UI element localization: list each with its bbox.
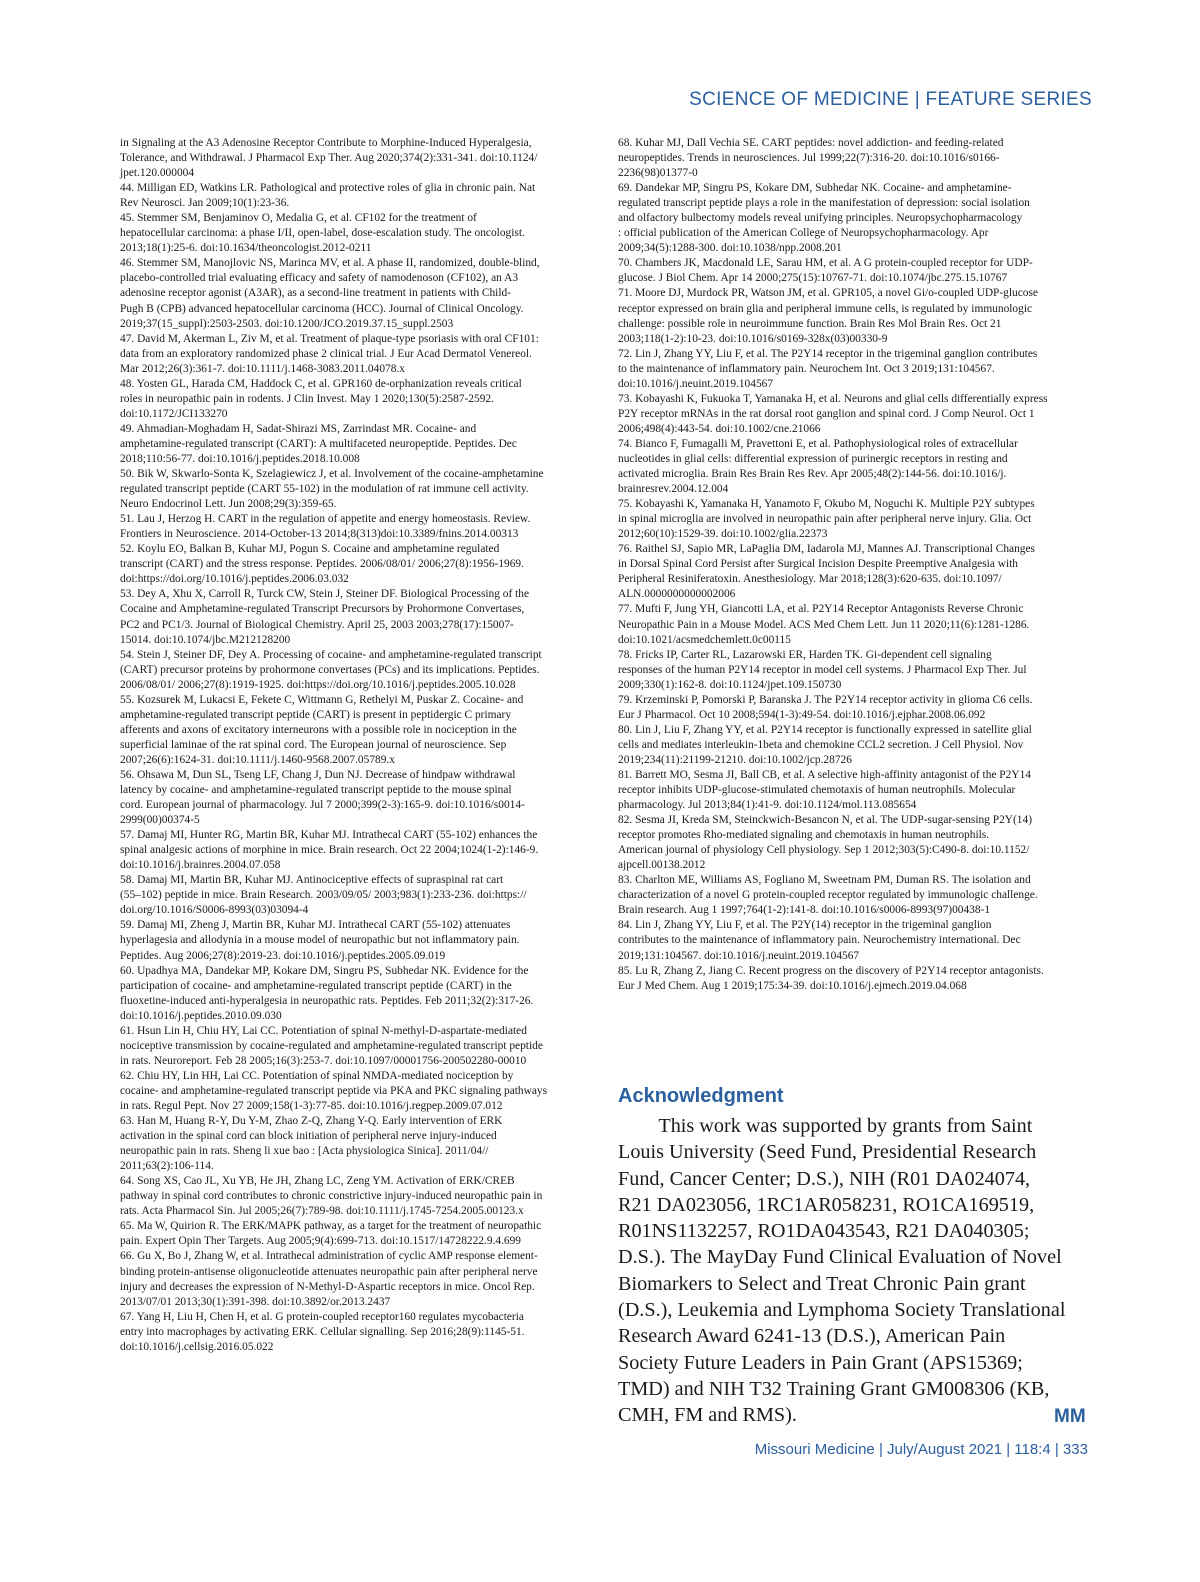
reference-entry: 85. Lu R, Zhang Z, Jiang C. Recent progress on the discovery of P2Y14 receptor antagonists. Eur J Med Chem. Aug 1 2019;175:34-39. doi:10.1016/j.ejmech.2019.04.068 <box>618 964 1044 992</box>
reference-entry: 75. Kobayashi K, Yamanaka H, Yanamoto F, Okubo M, Noguchi K. Multiple P2Y subtypes in spinal microglia are involved in neuropathic pain after peripheral nerve injury. Glia. Oct 2012;60(10):1529-39. doi:10.1002/glia.22373 <box>618 498 1035 541</box>
reference-entry: 83. Charlton ME, Williams AS, Fogliano M, Sweetnam PM, Duman RS. The isolation and characterization of a novel G protein-coupled receptor regulated by immunologic challenge. Brain research. Aug 1 1997;764(1-2):141-8. doi:10.1016/s0006-8993(97)00438-1 <box>618 874 1038 917</box>
reference-entry: 50. Bik W, Skwarlo-Sonta K, Szelagiewicz J, et al. Involvement of the cocaine-amphetamine regulated transcript peptide (CART 55-102) in the modulation of rat immune cell activity. Neuro Endocrinol Lett. Jun 2008;29(3):359-65. <box>120 468 544 511</box>
reference-entry: 60. Upadhya MA, Dandekar MP, Kokare DM, Singru PS, Subhedar NK. Evidence for the participation of cocaine- and amphetamine-regulated transcript peptide (CART) in the fluoxetine-induced anti-hyperalgesia in neuropathic rats. Peptides. Feb 2011;32(2):317-26. doi:10.1016/j.peptides.2010.09.030 <box>120 964 534 1022</box>
reference-entry: 57. Damaj MI, Hunter RG, Martin BR, Kuhar MJ. Intrathecal CART (55-102) enhances the spinal analgesic actions of morphine in mice. Brain research. Oct 22 2004;1024(1-2):146-9. doi:10.1016/j.brainres.2004.07.058 <box>120 829 539 872</box>
reference-entry: 73. Kobayashi K, Fukuoka T, Yamanaka H, et al. Neurons and glial cells differentially express P2Y receptor mRNAs in the rat dorsal root ganglion and spinal cord. J Comp Neurol. Oct 1 2006;498(4):443-54. doi:10.1002/cne.21066 <box>618 392 1048 435</box>
reference-entry: 69. Dandekar MP, Singru PS, Kokare DM, Subhedar NK. Cocaine- and amphetamine- regulated transcript peptide plays a role in the manifestation of depression: social isolation and olfactory bulbectomy models reveal unifying principles. Neuropsychopharmacology : official publication of the American College of Neuropsychopharmacology. Apr 2009;34(5):1288-300. doi:10.1038/npp.2008.201 <box>618 182 1030 255</box>
reference-entry: 71. Moore DJ, Murdock PR, Watson JM, et al. GPR105, a novel Gi/o-coupled UDP-glucose receptor expressed on brain glia and peripheral immune cells, is regulated by immunologic challenge: possible role in neuroimmune function. Brain Res Mol Brain Res. Oct 21 2003;118(1-2):10-23. doi:10.1016/s0169-328x(03)00330-9 <box>618 287 1038 345</box>
reference-entry: 51. Lau J, Herzog H. CART in the regulation of appetite and energy homeostasis. Review. Frontiers in Neuroscience. 2014-October-13 2014;8(313)doi:10.3389/fnins.2014.00313 <box>120 513 531 541</box>
reference-entry: 46. Stemmer SM, Manojlovic NS, Marinca MV, et al. A phase II, randomized, double-blind, placebo-controlled trial evaluating efficacy and safety of namodenoson (CF102), an A3 adenosine receptor agonist (A3AR), as a second-line treatment in patients with Child- Pugh B (CPB) advanced hepatocellular carcinoma (HCC). Journal of Clinical Oncology. 2019;37(15_suppl):2503-2503. doi:10.1200/JCO.2019.37.15_suppl.2503 <box>120 257 540 330</box>
reference-entry: 59. Damaj MI, Zheng J, Martin BR, Kuhar MJ. Intrathecal CART (55-102) attenuates hyperlagesia and allodynia in a mouse model of neuropathic but not inflammatory pain. Peptides. Aug 2006;27(8):2019-23. doi:10.1016/j.peptides.2005.09.019 <box>120 919 520 962</box>
references-left-column <box>120 136 594 1355</box>
reference-entry: 49. Ahmadian-Moghadam H, Sadat-Shirazi MS, Zarrindast MR. Cocaine- and amphetamine-regulated transcript (CART): A multifaceted neuropeptide. Peptides. Dec 2018;110:56-77. doi:10.1016/j.peptides.2018.10.008 <box>120 422 517 465</box>
references-right-column <box>618 136 1092 994</box>
reference-entry: 82. Sesma JI, Kreda SM, Steinckwich-Besancon N, et al. The UDP-sugar-sensing P2Y(14) receptor promotes Rho-mediated signaling and chemotaxis in human neutrophils. American journal of physiology Cell physiology. Sep 1 2012;303(5):C490-8. doi:10.1152/ ajpcell.00138.2012 <box>618 814 1032 872</box>
reference-entry: 67. Yang H, Liu H, Chen H, et al. G protein-coupled receptor160 regulates mycobacteria entry into macrophages by activating ERK. Cellular signalling. Sep 2016;28(9):1145-51. doi:10.1016/j.cellsig.2016.05.022 <box>120 1310 525 1353</box>
reference-entry: 74. Bianco F, Fumagalli M, Pravettoni E, et al. Pathophysiological roles of extracellular nucleotides in glial cells: differential expression of purinergic receptors in resting and activated microglia. Brain Res Brain Res Rev. Apr 2005;48(2):144-56. doi:10.1016/j. brainresrev.2004.12.004 <box>618 437 1018 496</box>
reference-entry: 63. Han M, Huang R-Y, Du Y-M, Zhao Z-Q, Zhang Y-Q. Early intervention of ERK activation in the spinal cord can block initiation of peripheral nerve injury-induced neuropathic pain in rats. Sheng li xue bao : [Acta physiologica Sinica]. 2011/04// 2011;63(2):106-114. <box>120 1115 503 1173</box>
reference-entry: 79. Krzeminski P, Pomorski P, Baranska J. The P2Y14 receptor activity in glioma C6 cells. Eur J Pharmacol. Oct 10 2008;594(1-3):49-54. doi:10.1016/j.ejphar.2008.06.092 <box>618 693 1033 721</box>
end-mark-logo: MM <box>1054 1406 1086 1427</box>
reference-entry: 56. Ohsawa M, Dun SL, Tseng LF, Chang J, Dun NJ. Decrease of hindpaw withdrawal latency by cocaine- and amphetamine-regulated transcript peptide to the mouse spinal cord. European journal of pharmacology. Jul 7 2000;399(2-3):165-9. doi:10.1016/s0014- 2999(00)00374-5 <box>120 768 525 827</box>
reference-entry: 54. Stein J, Steiner DF, Dey A. Processing of cocaine- and amphetamine-regulated transcript (CART) precursor proteins by prohormone convertases (PCs) and its implications. Peptides. 2006/08/01/ 2006;27(8):1919-1925. doi:https://doi.org/10.1016/j.peptides.2005.10.028 <box>120 648 542 691</box>
reference-entry: 66. Gu X, Bo J, Zhang W, et al. Intrathecal administration of cyclic AMP response element- binding protein-antisense oligonucleotide attenuates neuropathic pain after peripheral nerve injury and decreases the expression of N-Methyl-D-Aspartic receptors in mice. Oncol Rep. 2013/07/01 2013;30(1):391-398. doi:10.3892/or.2013.2437 <box>120 1250 538 1308</box>
reference-entry: in Signaling at the A3 Adenosine Receptor Contribute to Morphine-Induced Hyperalgesia, Tolerance, and Withdrawal. J Pharmacol Exp Ther. Aug 2020;374(2):331-341. doi:10.1124/ jpet.120.000004 <box>120 137 538 180</box>
reference-entry: 78. Fricks IP, Carter RL, Lazarowski ER, Harden TK. Gi-dependent cell signaling responses of the human P2Y14 receptor in model cell systems. J Pharmacol Exp Ther. Jul 2009;330(1):162-8. doi:10.1124/jpet.109.150730 <box>618 648 1027 691</box>
acknowledgment-body: This work was supported by grants from Saint Louis University (Seed Fund, Presidential Research Fund, Cancer Center; D.S.), NIH (R01 DA024074, R21 DA023056, 1RC1AR058231, RO1CA169519, R01NS1132257, RO1DA043543, R21 DA040305; D.S.). The MayDay Fund Clinical Evaluation of Novel Biomarkers to Select and Treat Chronic Pain grant (D.S.), Leukemia and Lymphoma Society Translational Research Award 6241-13 (D.S.), American Pain Society Future Leaders in Pain Grant (APS15369; TMD) and NIH T32 Training Grant GM008306 (KB, CMH, FM and RMS). <box>618 1115 1066 1427</box>
reference-entry: 76. Raithel SJ, Sapio MR, LaPaglia DM, Iadarola MJ, Mannes AJ. Transcriptional Changes in Dorsal Spinal Cord Persist after Surgical Incision Despite Preemptive Analgesia with Peripheral Resiniferatoxin. Anesthesiology. Mar 2018;128(3):620-635. doi:10.1097/ ALN.0000000000002006 <box>618 543 1035 601</box>
reference-entry: 53. Dey A, Xhu X, Carroll R, Turck CW, Stein J, Steiner DF. Biological Processing of the Cocaine and Amphetamine-regulated Transcript Precursors by Prohormone Convertases, PC2 and PC1/3. Journal of Biological Chemistry. April 25, 2003 2003;278(17):15007- 15014. doi:10.1074/jbc.M212128200 <box>120 588 530 646</box>
reference-entry: 72. Lin J, Zhang YY, Liu F, et al. The P2Y14 receptor in the trigeminal ganglion contributes to the maintenance of inflammatory pain. Neurochem Int. Oct 3 2019;131:104567. doi:10.1016/j.neuint.2019.104567 <box>618 347 1038 390</box>
reference-entry: 62. Chiu HY, Lin HH, Lai CC. Potentiation of spinal NMDA-mediated nociception by cocaine- and amphetamine-regulated transcript peptide via PKA and PKC signaling pathways in rats. Regul Pept. Nov 27 2009;158(1-3):77-85. doi:10.1016/j.regpep.2009.07.012 <box>120 1069 548 1112</box>
reference-entry: 68. Kuhar MJ, Dall Vechia SE. CART peptides: novel addiction- and feeding-related neuropeptides. Trends in neurosciences. Jul 1999;22(7):316-20. doi:10.1016/s0166- 2236(98)01377-0 <box>618 137 1004 180</box>
reference-entry: 48. Yosten GL, Harada CM, Haddock C, et al. GPR160 de-orphanization reveals critical roles in neuropathic pain in rodents. J Clin Invest. May 1 2020;130(5):2587-2592. doi:10.1172/JCI133270 <box>120 377 522 420</box>
running-header: SCIENCE OF MEDICINE | FEATURE SERIES <box>689 89 1092 110</box>
reference-entry: 81. Barrett MO, Sesma JI, Ball CB, et al. A selective high-affinity antagonist of the P2Y14 receptor inhibits UDP-glucose-stimulated chemotaxis of human neutrophils. Molecular pharmacology. Jul 2013;84(1):41-9. doi:10.1124/mol.113.085654 <box>618 768 1031 812</box>
reference-entry: 70. Chambers JK, Macdonald LE, Sarau HM, et al. A G protein-coupled receptor for UDP- glucose. J Biol Chem. Apr 14 2000;275(15):10767-71. doi:10.1074/jbc.275.15.10767 <box>618 257 1033 285</box>
reference-entry: 80. Lin J, Liu F, Zhang YY, et al. P2Y14 receptor is functionally expressed in satellite glial cells and mediates interleukin-1beta and chemokine CCL2 secretion. J Cell Physiol. Nov 2019;234(11):21199-21210. doi:10.1002/jcp.28726 <box>618 723 1032 766</box>
reference-entry: 47. David M, Akerman L, Ziv M, et al. Treatment of plaque-type psoriasis with oral CF101: data from an exploratory randomized phase 2 clinical trial. J Eur Acad Dermatol Venereol. Mar 2012;26(3):361-7. doi:10.1111/j.1468-3083.2011.04078.x <box>120 332 539 375</box>
reference-entry: 64. Song XS, Cao JL, Xu YB, He JH, Zhang LC, Zeng YM. Activation of ERK/CREB pathway in spinal cord contributes to chronic constrictive injury-induced neuropathic pain in rats. Acta Pharmacol Sin. Jul 2005;26(7):789-98. doi:10.1111/j.1745-7254.2005.00123.x <box>120 1175 543 1218</box>
reference-entry: 44. Milligan ED, Watkins LR. Pathological and protective roles of glia in chronic pain. Nat Rev Neurosci. Jan 2009;10(1):23-36. <box>120 182 536 210</box>
reference-entry: 65. Ma W, Quirion R. The ERK/MAPK pathway, as a target for the treatment of neuropathic pain. Expert Opin Ther Targets. Aug 2005;9(4):699-713. doi:10.1517/14728222.9.4.699 <box>120 1220 542 1248</box>
reference-entry: 55. Kozsurek M, Lukacsi E, Fekete C, Wittmann G, Rethelyi M, Puskar Z. Cocaine- and amphetamine-regulated transcript peptide (CART) is present in peptidergic C primary afferents and axons of excitatory interneurons with a possible role in nociception in the superficial laminae of the rat spinal cord. The European journal of neuroscience. Sep 2007;26(6):1624-31. doi:10.1111/j.1460-9568.2007.05789.x <box>120 693 524 766</box>
reference-entry: 61. Hsun Lin H, Chiu HY, Lai CC. Potentiation of spinal N-methyl-D-aspartate-mediated nociceptive transmission by cocaine-regulated and amphetamine-regulated transcript peptide in rats. Neuroreport. Feb 28 2005;16(3):253-7. doi:10.1097/00001756-200502280-00010 <box>120 1024 543 1067</box>
reference-entry: 45. Stemmer SM, Benjaminov O, Medalia G, et al. CF102 for the treatment of hepatocellular carcinoma: a phase I/II, open-label, dose-escalation study. The oncologist. 2013;18(1):25-6. doi:10.1634/theoncologist.2012-0211 <box>120 212 525 255</box>
acknowledgment-heading: Acknowledgment <box>618 1085 784 1107</box>
running-footer: Missouri Medicine | July/August 2021 | 118:4 | 333 <box>754 1441 1088 1458</box>
reference-entry: 77. Mufti F, Jung YH, Giancotti LA, et al. P2Y14 Receptor Antagonists Reverse Chronic Neuropathic Pain in a Mouse Model. ACS Med Chem Lett. Jun 11 2020;11(6):1281-1286. doi:10.1021/acsmedchemlett.0c00115 <box>618 603 1030 646</box>
reference-entry: 58. Damaj MI, Martin BR, Kuhar MJ. Antinociceptive effects of supraspinal rat cart (55–102) peptide in mice. Brain Research. 2003/09/05/ 2003;983(1):233-236. doi:https:// doi.org/10.1016/S0006-8993(03)03094-4 <box>120 874 527 917</box>
reference-entry: 84. Lin J, Zhang YY, Liu F, et al. The P2Y(14) receptor in the trigeminal ganglion contributes to the maintenance of inflammatory pain. Neurochemistry international. Dec 2019;131:104567. doi:10.1016/j.neuint.2019.104567 <box>618 919 1021 962</box>
reference-entry: 52. Koylu EO, Balkan B, Kuhar MJ, Pogun S. Cocaine and amphetamine regulated transcript (CART) and the stress response. Peptides. 2006/08/01/ 2006;27(8):1956-1969. doi:https://doi.org/10.1016/j.peptides.2006.03.032 <box>120 543 524 586</box>
